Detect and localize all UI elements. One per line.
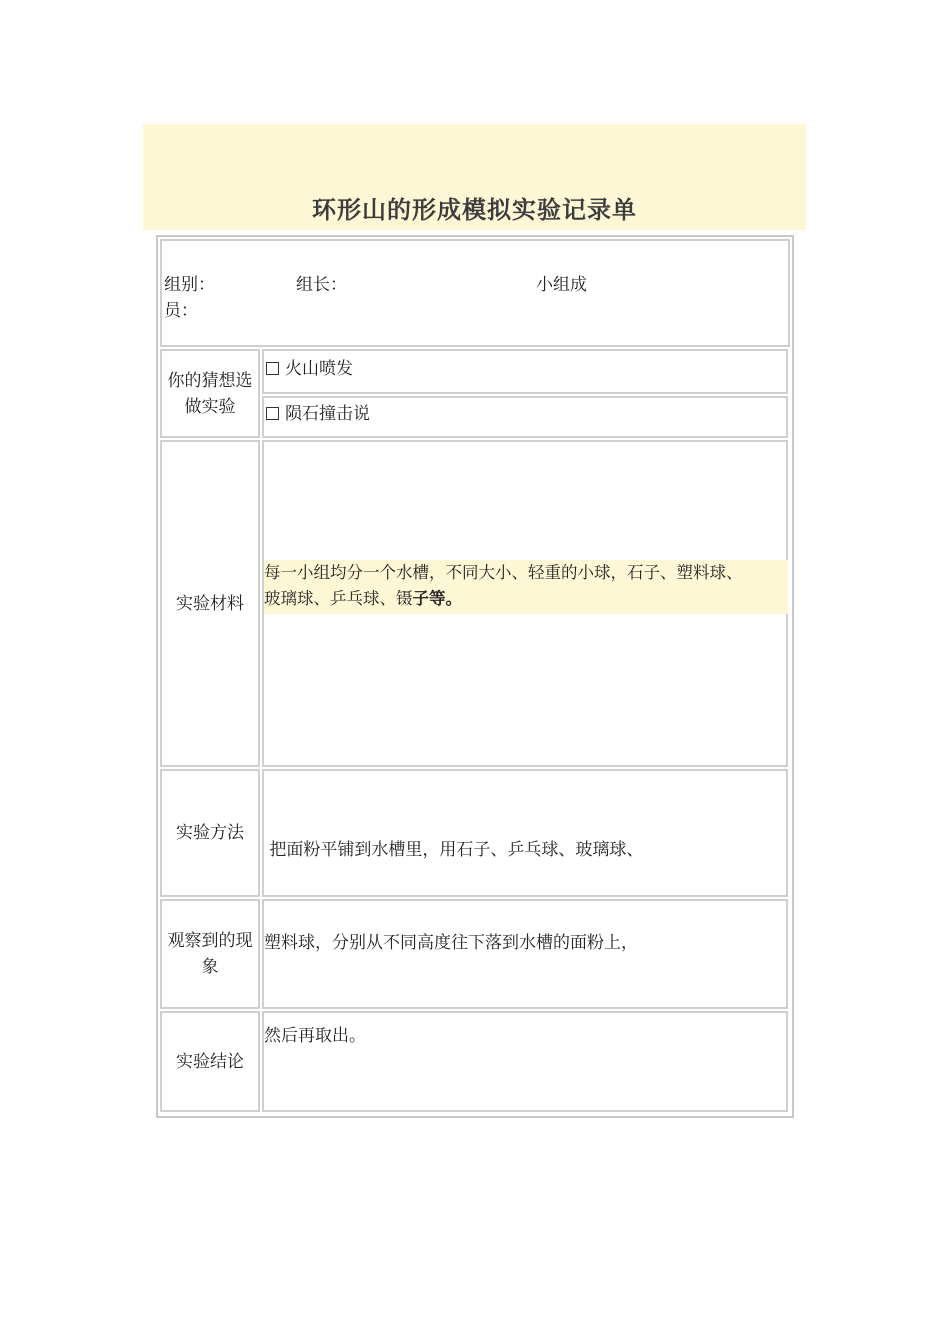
option-label: 火山喷发 bbox=[285, 359, 353, 379]
materials-text bbox=[264, 560, 788, 614]
observation-label-line1: 观察到的现 bbox=[167, 931, 253, 951]
leader-label: 组长： bbox=[296, 275, 347, 295]
page-title: 环形山的形成模拟实验记录单 bbox=[312, 196, 637, 224]
materials-content-cell bbox=[262, 440, 788, 767]
materials-label-cell bbox=[160, 440, 260, 767]
method-content-cell bbox=[262, 769, 788, 1046]
checkbox-icon[interactable] bbox=[266, 407, 279, 420]
method-line: 塑料球，分别从不同高度往下落到水槽的面粉上， bbox=[264, 933, 638, 953]
conclusion-label: 实验结论 bbox=[176, 1051, 244, 1072]
guess-option-volcano[interactable] bbox=[262, 349, 788, 394]
guess-label-line2: 做实验 bbox=[184, 396, 236, 417]
members-label-continued: 员： bbox=[164, 301, 198, 321]
group-label: 组别： bbox=[164, 275, 215, 295]
method-label: 实验方法 bbox=[176, 823, 244, 843]
checkbox-icon[interactable] bbox=[266, 362, 279, 375]
observation-label-cell bbox=[160, 899, 260, 1009]
observation-label-line2: 象 bbox=[201, 957, 219, 977]
conclusion-content-cell[interactable] bbox=[262, 1011, 788, 1112]
header-row-cell bbox=[160, 239, 790, 347]
method-line: 把面粉平铺到水槽里，用石子、乒乓球、玻璃球、 bbox=[264, 840, 644, 860]
conclusion-label-cell bbox=[160, 1011, 260, 1112]
materials-line1: 每一小组均分一个水槽，不同大小、轻重的小球，石子、塑料球、 bbox=[264, 563, 743, 582]
guess-option-meteorite[interactable] bbox=[262, 396, 788, 438]
record-table bbox=[156, 235, 794, 1118]
materials-label: 实验材料 bbox=[176, 593, 244, 614]
materials-line2: 玻璃球、乒乓球、镊 bbox=[264, 589, 413, 608]
guess-label-line1: 你的猜想选 bbox=[167, 370, 253, 391]
guess-label-cell bbox=[160, 349, 260, 438]
title-band bbox=[143, 124, 806, 230]
method-line: 然后再取出。 bbox=[264, 1026, 366, 1046]
observation-content-cell[interactable] bbox=[262, 899, 788, 1009]
option-label: 陨石撞击说 bbox=[285, 404, 370, 424]
materials-line2-end: 子等。 bbox=[412, 589, 462, 608]
members-label: 小组成 bbox=[536, 275, 587, 295]
method-label-cell bbox=[160, 769, 260, 897]
